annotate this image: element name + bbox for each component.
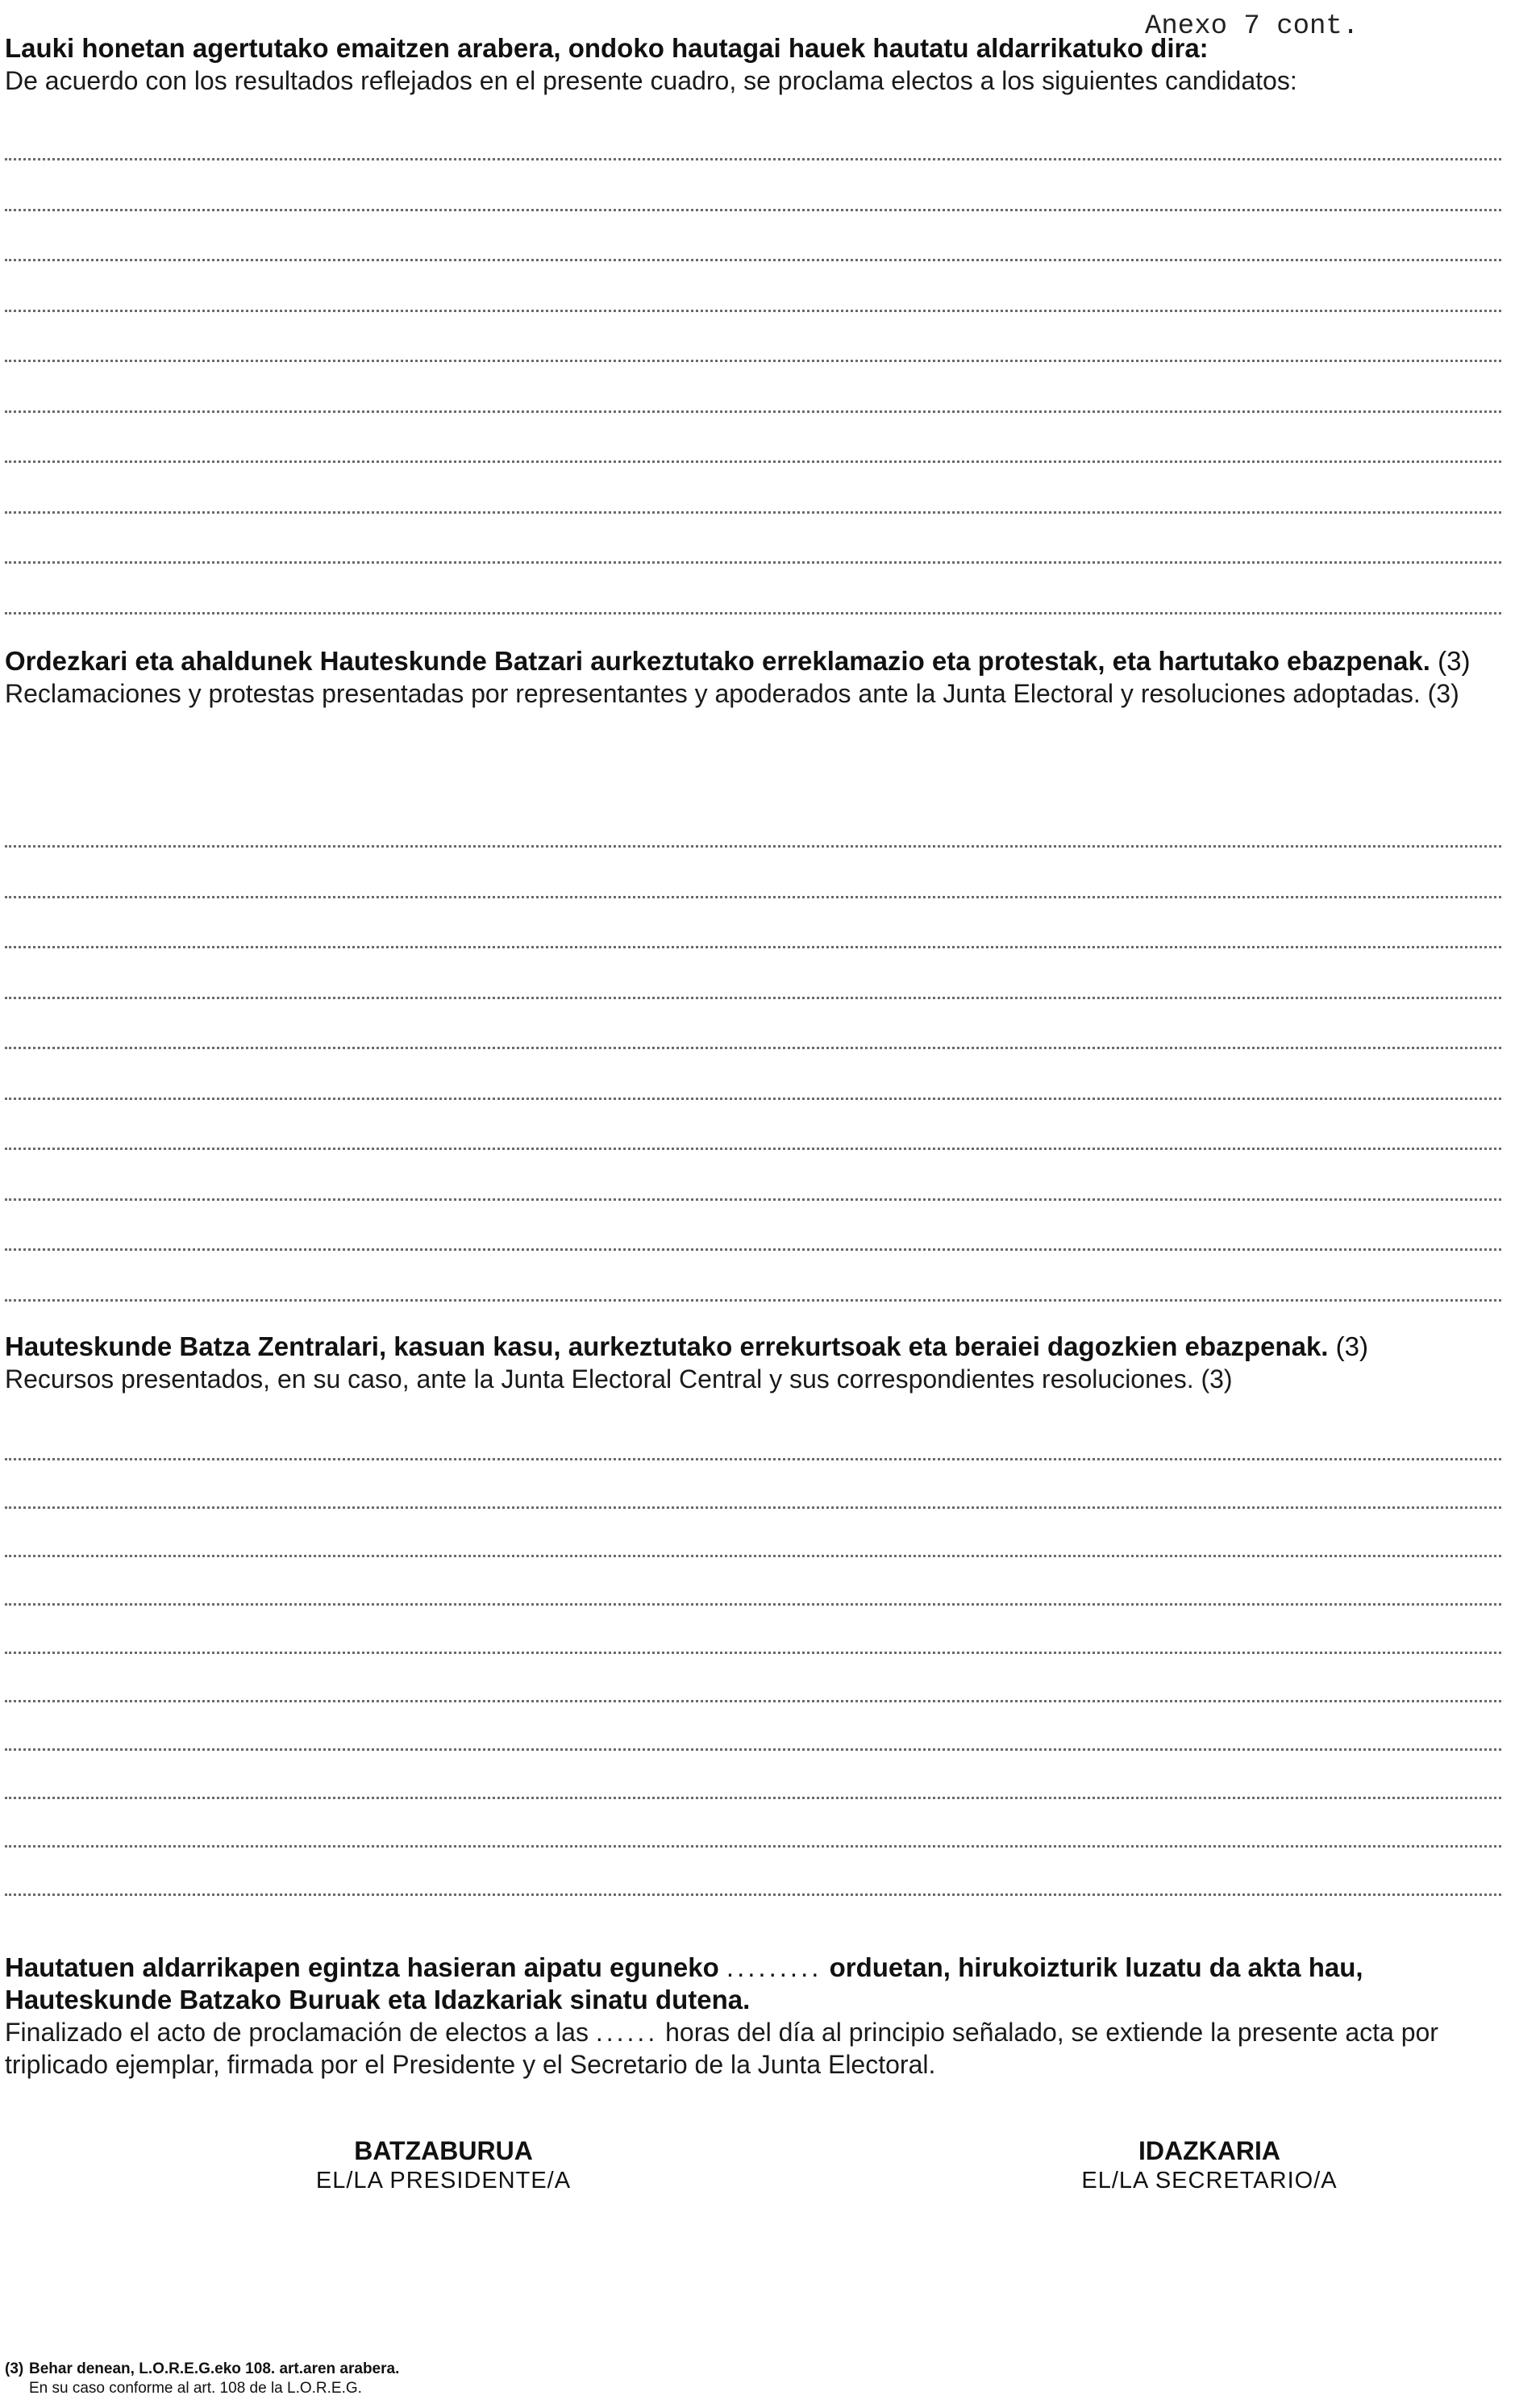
section-title-eu: Lauki honetan agertutako emaitzen arabera, ondoko hautagai hauek hautatu aldarrikatuko dira: [5,33,1209,63]
dotted-writing-line[interactable] [5,410,1501,413]
secretary-label-es: EL/LA SECRETARIO/A [1081,2168,1338,2193]
footnote-ref: (3) [1335,1331,1368,1361]
footnote-ref: (3) [1201,1364,1233,1394]
closing-es-before: Finalizado el acto de proclamación de electos a las [5,2018,589,2047]
dotted-writing-line[interactable] [5,1148,1501,1150]
closing-eu-after: orduetan, hirukoizturik luzatu da akta hau, Hauteskunde Batzako Buruak eta Idazkariak sinatu dutena. [5,1952,1363,2014]
dotted-writing-line[interactable] [5,511,1501,514]
dotted-writing-line[interactable] [5,1198,1501,1201]
closing-es-after: horas del día al principio señalado, se extiende la presente acta por triplicado ejemplar, firmada por el Presidente y el Secretario de la Junta Electoral. [5,2018,1438,2079]
dotted-writing-line[interactable] [5,896,1501,898]
dotted-writing-line[interactable] [5,259,1501,261]
footnote-number: (3) [5,2360,24,2377]
dotted-writing-line[interactable] [5,845,1501,848]
section-title-es: Recursos presentados, en su caso, ante la Junta Electoral Central y sus correspondientes resoluciones. [5,1364,1194,1394]
dotted-writing-line[interactable] [5,158,1501,160]
dotted-writing-line[interactable] [5,1893,1501,1896]
dotted-writing-line[interactable] [5,1748,1501,1751]
dotted-writing-line[interactable] [5,1506,1501,1509]
dotted-writing-line[interactable] [5,1845,1501,1848]
dotted-writing-line[interactable] [5,612,1501,614]
closing-statement [5,1952,1506,2081]
president-label-eu: BATZABURUA [354,2136,533,2165]
president-signature-block [202,2135,685,2195]
secretary-signature-block [968,2135,1451,2195]
dotted-writing-line[interactable] [5,1555,1501,1557]
dotted-writing-line[interactable] [5,1458,1501,1460]
footnote-ref: (3) [1427,679,1459,708]
section-title-es: De acuerdo con los resultados reflejados en el presente cuadro, se proclama electos a los siguientes candidatos: [5,66,1297,95]
president-label-es: EL/LA PRESIDENTE/A [315,2168,572,2193]
section-claims-protests [5,645,1506,710]
hour-fill-field[interactable]: ......... [726,1952,822,1982]
section-elected-candidates [5,32,1506,97]
dotted-writing-line[interactable] [5,310,1501,312]
dotted-writing-line[interactable] [5,946,1501,948]
dotted-writing-line[interactable] [5,1248,1501,1251]
dotted-writing-line[interactable] [5,1098,1501,1100]
dotted-writing-line[interactable] [5,997,1501,999]
section-title-eu: Hauteskunde Batza Zentralari, kasuan kasu, aurkeztutako errekurtsoak eta beraiei dagozkien ebazpenak. [5,1331,1329,1361]
footnote [5,2360,399,2398]
dotted-writing-line[interactable] [5,1652,1501,1654]
closing-eu-before: Hautatuen aldarrikapen egintza hasieran aipatu eguneko [5,1952,719,1982]
dotted-writing-line[interactable] [5,209,1501,211]
section-appeals [5,1331,1506,1395]
dotted-writing-line[interactable] [5,360,1501,362]
footnote-es: En su caso conforme al art. 108 de la L.O.R.E.G. [29,2380,362,2397]
annex-label: Anexo 7 cont. [1145,11,1359,42]
dotted-writing-line[interactable] [5,1299,1501,1302]
secretary-label-eu: IDAZKARIA [1138,2136,1280,2165]
dotted-writing-line[interactable] [5,1700,1501,1702]
section-title-es: Reclamaciones y protestas presentadas por representantes y apoderados ante la Junta Electoral y resoluciones adoptadas. [5,679,1421,708]
dotted-writing-line[interactable] [5,460,1501,463]
hour-fill-field[interactable]: ...... [595,2018,659,2047]
dotted-writing-line[interactable] [5,1797,1501,1799]
footnote-ref: (3) [1438,646,1471,676]
section-title-eu: Ordezkari eta ahaldunek Hauteskunde Batzari aurkeztutako erreklamazio eta protestak, eta hartutako ebazpenak. [5,646,1430,676]
dotted-writing-line[interactable] [5,561,1501,564]
footnote-eu: Behar denean, L.O.R.E.G.eko 108. art.aren arabera. [29,2360,400,2377]
dotted-writing-line[interactable] [5,1047,1501,1049]
dotted-writing-line[interactable] [5,1603,1501,1606]
